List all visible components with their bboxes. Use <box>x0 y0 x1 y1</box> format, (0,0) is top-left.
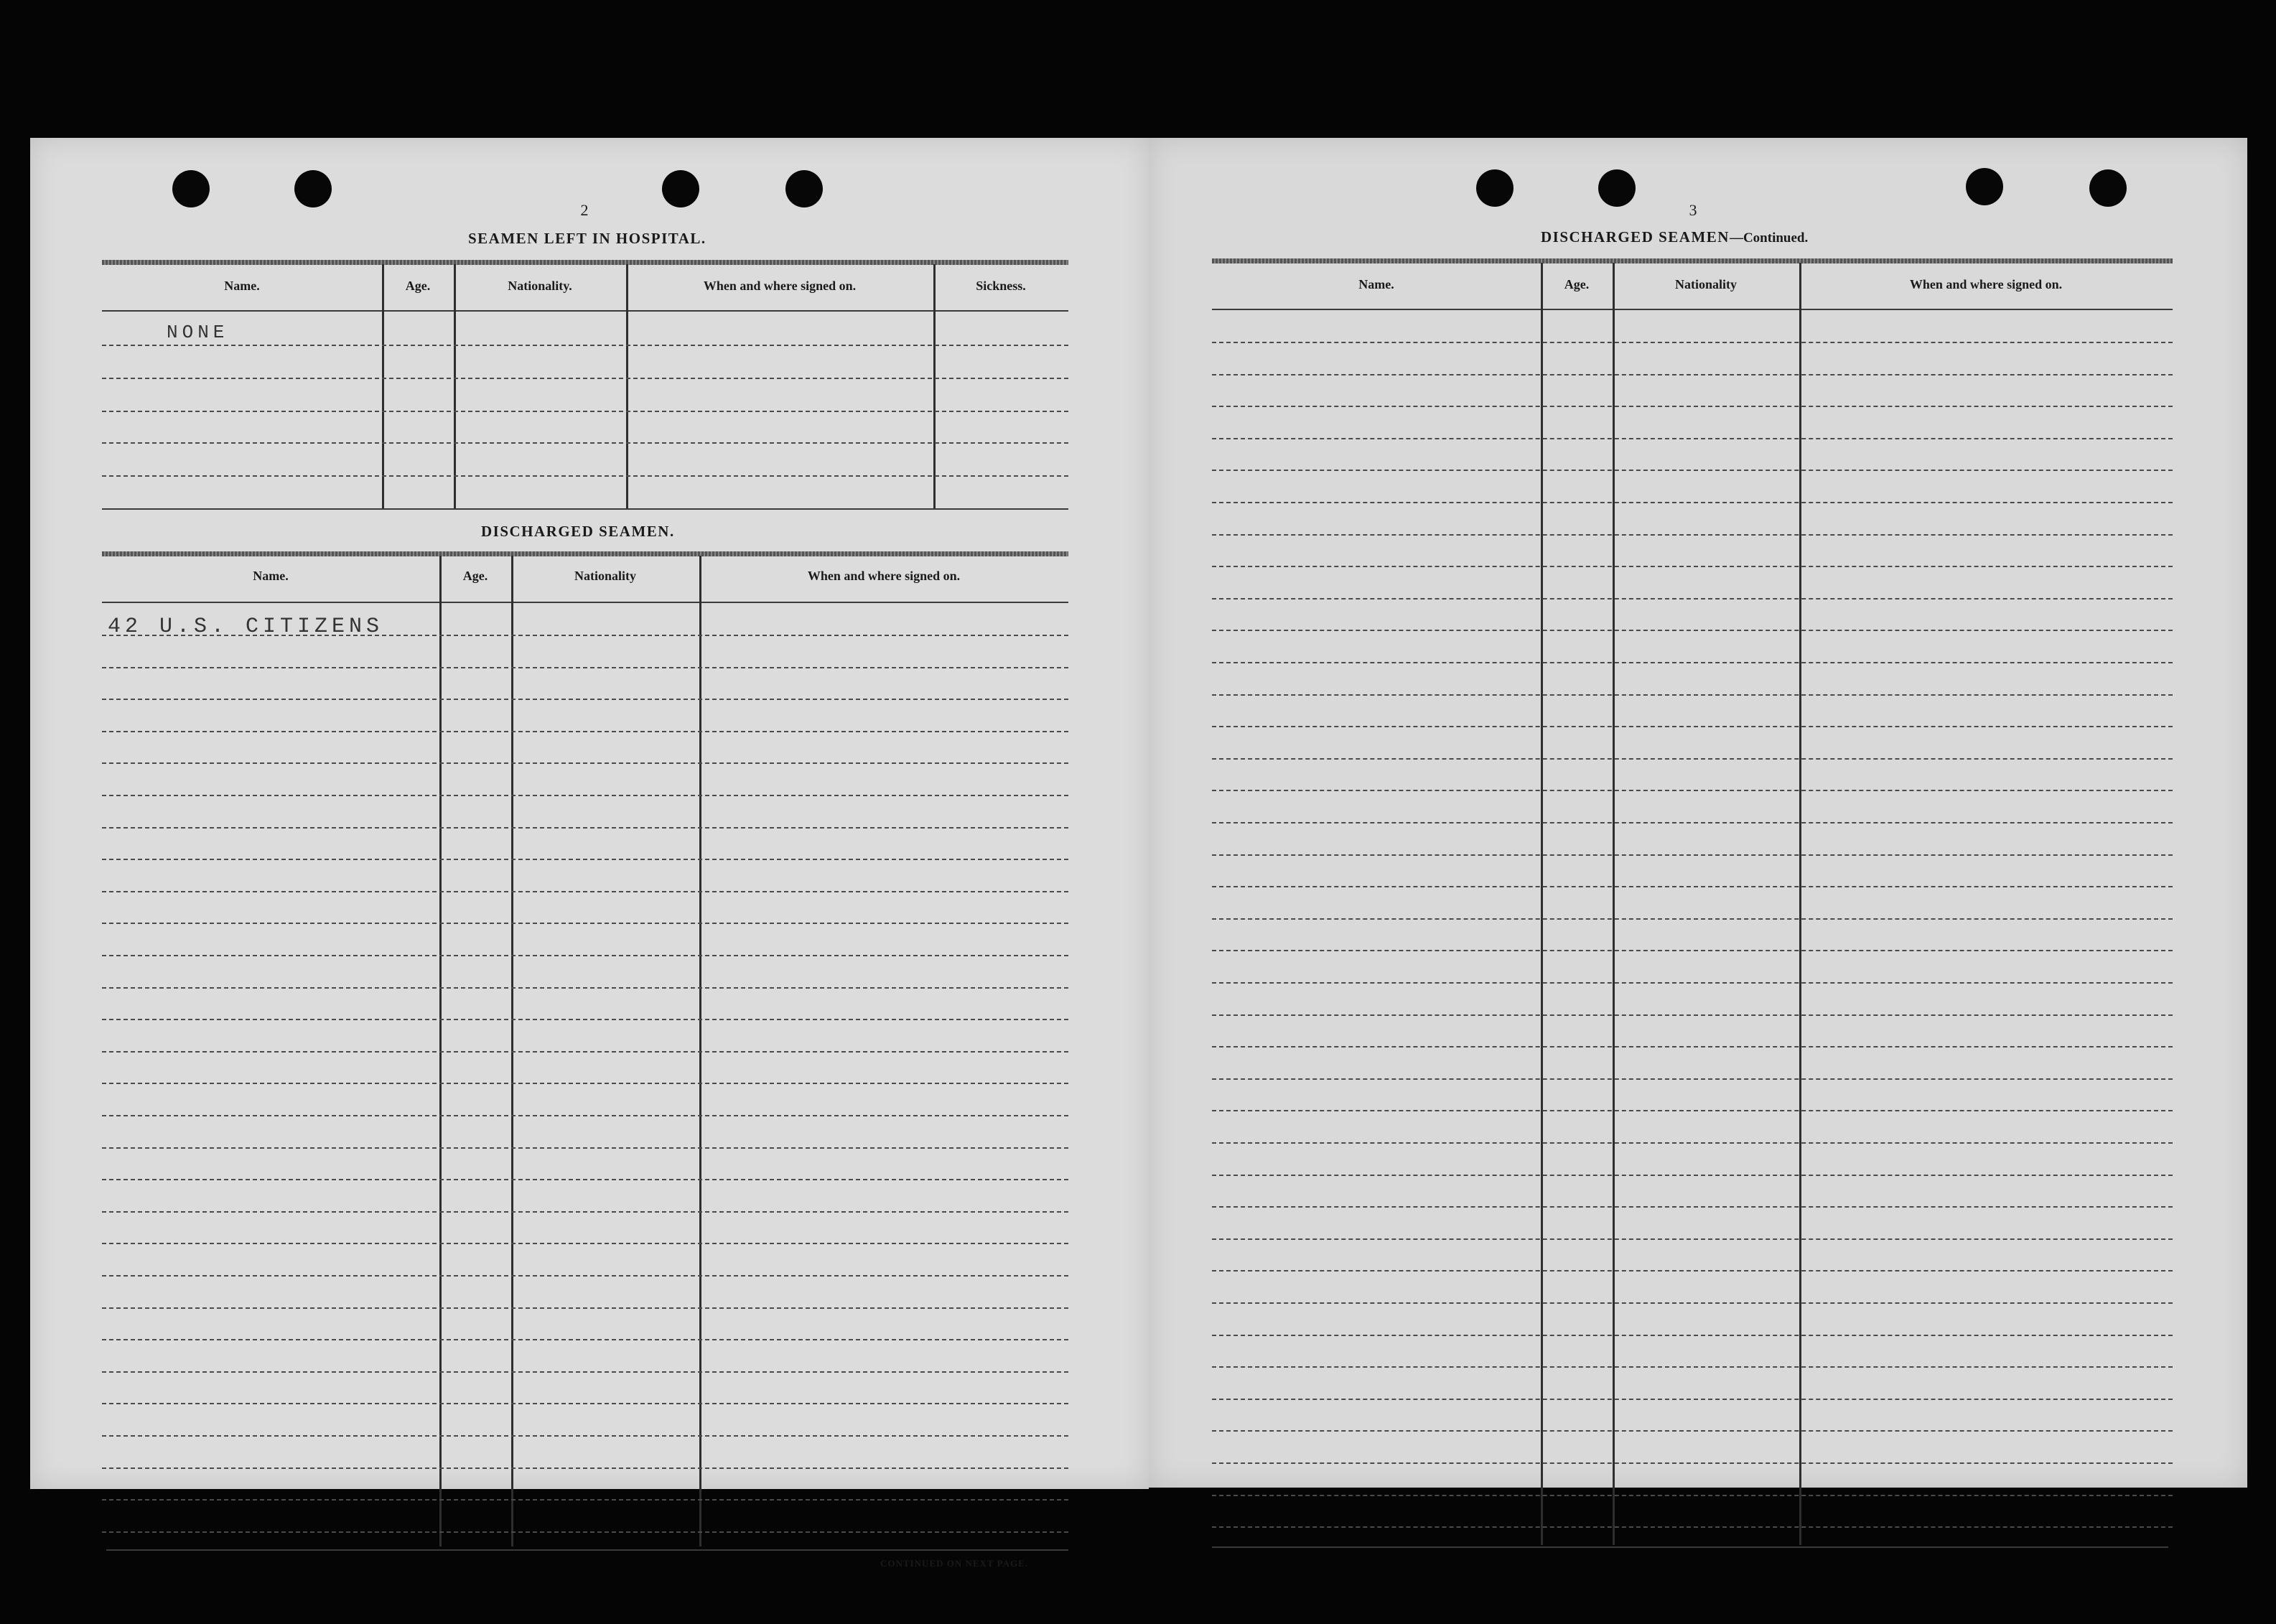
ruled-line <box>1212 1175 2173 1176</box>
ruled-line <box>102 1467 1068 1469</box>
table-bottom-rule <box>102 508 1068 510</box>
page-number: 2 <box>580 201 589 219</box>
ruled-line <box>1212 1046 2173 1047</box>
col-header-nationality: Nationality. <box>508 279 572 293</box>
table-bottom-rule <box>106 1549 1068 1551</box>
ruled-line <box>1212 790 2173 791</box>
punch-hole <box>1966 168 2003 205</box>
column-divider <box>1541 263 1543 1545</box>
ruled-line <box>1212 1014 2173 1016</box>
ruled-line <box>102 1435 1068 1437</box>
col-header-signed-on: When and where signed on. <box>1909 277 2063 291</box>
ruled-line <box>102 1243 1068 1244</box>
continued-section-title <box>1541 228 1808 246</box>
ruled-line <box>102 1083 1068 1084</box>
ruled-line <box>1212 1399 2173 1400</box>
ruled-line <box>1212 822 2173 823</box>
col-header-name: Name. <box>253 569 289 583</box>
ruled-line <box>102 635 1068 636</box>
ruled-line <box>1212 1206 2173 1208</box>
ruled-line <box>102 667 1068 668</box>
column-divider <box>1799 263 1801 1545</box>
header-rule <box>1212 309 2173 310</box>
punch-hole <box>1476 169 1514 207</box>
ruled-line <box>1212 694 2173 696</box>
table-top-rule <box>102 551 1068 556</box>
ruled-line <box>1212 1110 2173 1111</box>
punch-hole <box>172 170 210 207</box>
ruled-line <box>102 475 1068 477</box>
header-rule <box>102 602 1068 603</box>
ruled-line <box>1212 342 2173 343</box>
ruled-line <box>102 827 1068 829</box>
ruled-line <box>1212 438 2173 439</box>
right-page <box>1149 138 2247 1488</box>
ruled-line <box>102 1147 1068 1149</box>
ruled-line <box>1212 662 2173 663</box>
continued-note: CONTINUED ON NEXT PAGE. <box>880 1558 1028 1569</box>
ruled-line <box>1212 598 2173 599</box>
ruled-line <box>102 987 1068 989</box>
ruled-line <box>102 1211 1068 1213</box>
ruled-line <box>102 1403 1068 1404</box>
ruled-line <box>102 378 1068 379</box>
ruled-line <box>1212 1270 2173 1271</box>
col-header-nationality: Nationality <box>574 569 636 583</box>
ruled-line <box>102 1339 1068 1340</box>
column-divider <box>626 264 628 508</box>
ruled-line <box>102 1051 1068 1053</box>
ruled-line <box>102 1115 1068 1116</box>
ruled-line <box>1212 758 2173 760</box>
ruled-line <box>102 411 1068 412</box>
ruled-line <box>1212 534 2173 536</box>
ruled-line <box>1212 470 2173 471</box>
table-bottom-rule <box>1212 1546 2168 1548</box>
ruled-line <box>1212 950 2173 951</box>
ruled-line <box>102 1179 1068 1180</box>
punch-hole <box>662 170 699 207</box>
ruled-line <box>102 1275 1068 1277</box>
ruled-line <box>1212 1430 2173 1432</box>
punch-hole <box>294 170 332 207</box>
column-divider <box>1613 263 1615 1545</box>
col-header-nationality: Nationality <box>1674 277 1737 291</box>
ruled-line <box>1212 918 2173 920</box>
title-suffix: —Continued. <box>1729 230 1809 246</box>
ruled-line <box>1212 1335 2173 1336</box>
table-top-rule <box>1212 258 2173 263</box>
ruled-line <box>102 345 1068 346</box>
ruled-line <box>102 955 1068 956</box>
col-header-signed-on: When and where signed on. <box>703 279 857 293</box>
col-header-name: Name. <box>1358 277 1394 291</box>
col-header-age: Age. <box>1564 277 1590 291</box>
ruled-line <box>1212 374 2173 375</box>
ruled-line <box>1212 1366 2173 1368</box>
ruled-line <box>1212 1495 2173 1496</box>
ruled-line <box>102 731 1068 732</box>
ruled-line <box>102 1531 1068 1533</box>
title-main: DISCHARGED SEAMEN <box>1541 228 1730 246</box>
col-header-signed-on: When and where signed on. <box>807 569 961 583</box>
ruled-line <box>102 762 1068 764</box>
ruled-line <box>1212 406 2173 407</box>
ruled-line <box>1212 566 2173 567</box>
col-header-age: Age. <box>462 569 488 583</box>
ruled-line <box>102 1371 1068 1373</box>
column-divider <box>454 264 456 508</box>
ruled-line <box>1212 1142 2173 1144</box>
ruled-line <box>102 1307 1068 1309</box>
punch-hole <box>2089 169 2127 207</box>
ruled-line <box>102 891 1068 892</box>
ruled-line <box>1212 1302 2173 1304</box>
header-rule <box>102 310 1068 312</box>
ruled-line <box>1212 886 2173 887</box>
ruled-line <box>102 859 1068 860</box>
ruled-line <box>1212 1078 2173 1080</box>
ruled-line <box>102 1019 1068 1020</box>
ruled-line <box>1212 502 2173 503</box>
ruled-line <box>1212 630 2173 631</box>
ruled-line <box>102 795 1068 796</box>
ruled-line <box>1212 982 2173 984</box>
ruled-line <box>102 923 1068 924</box>
hospital-entry: NONE <box>167 322 229 343</box>
ruled-line <box>102 442 1068 444</box>
hospital-section-title: SEAMEN LEFT IN HOSPITAL. <box>468 230 706 247</box>
col-header-age: Age. <box>405 279 431 293</box>
ruled-line <box>102 1499 1068 1501</box>
ruled-line <box>1212 854 2173 856</box>
ruled-line <box>1212 1238 2173 1240</box>
ruled-line <box>1212 726 2173 727</box>
table-top-rule <box>102 260 1068 265</box>
page-number: 3 <box>1689 201 1697 219</box>
punch-hole <box>785 170 823 207</box>
ruled-line <box>1212 1526 2173 1528</box>
col-header-sickness: Sickness. <box>976 279 1026 293</box>
column-divider <box>933 264 936 508</box>
left-page <box>30 138 1149 1569</box>
column-divider <box>382 264 384 508</box>
ruled-line <box>1212 1462 2173 1464</box>
discharged-section-title: DISCHARGED SEAMEN. <box>481 523 675 540</box>
ruled-line <box>102 699 1068 700</box>
punch-hole <box>1598 169 1636 207</box>
discharged-entry: 42 U.S. CITIZENS <box>108 615 384 639</box>
col-header-name: Name. <box>224 279 260 293</box>
